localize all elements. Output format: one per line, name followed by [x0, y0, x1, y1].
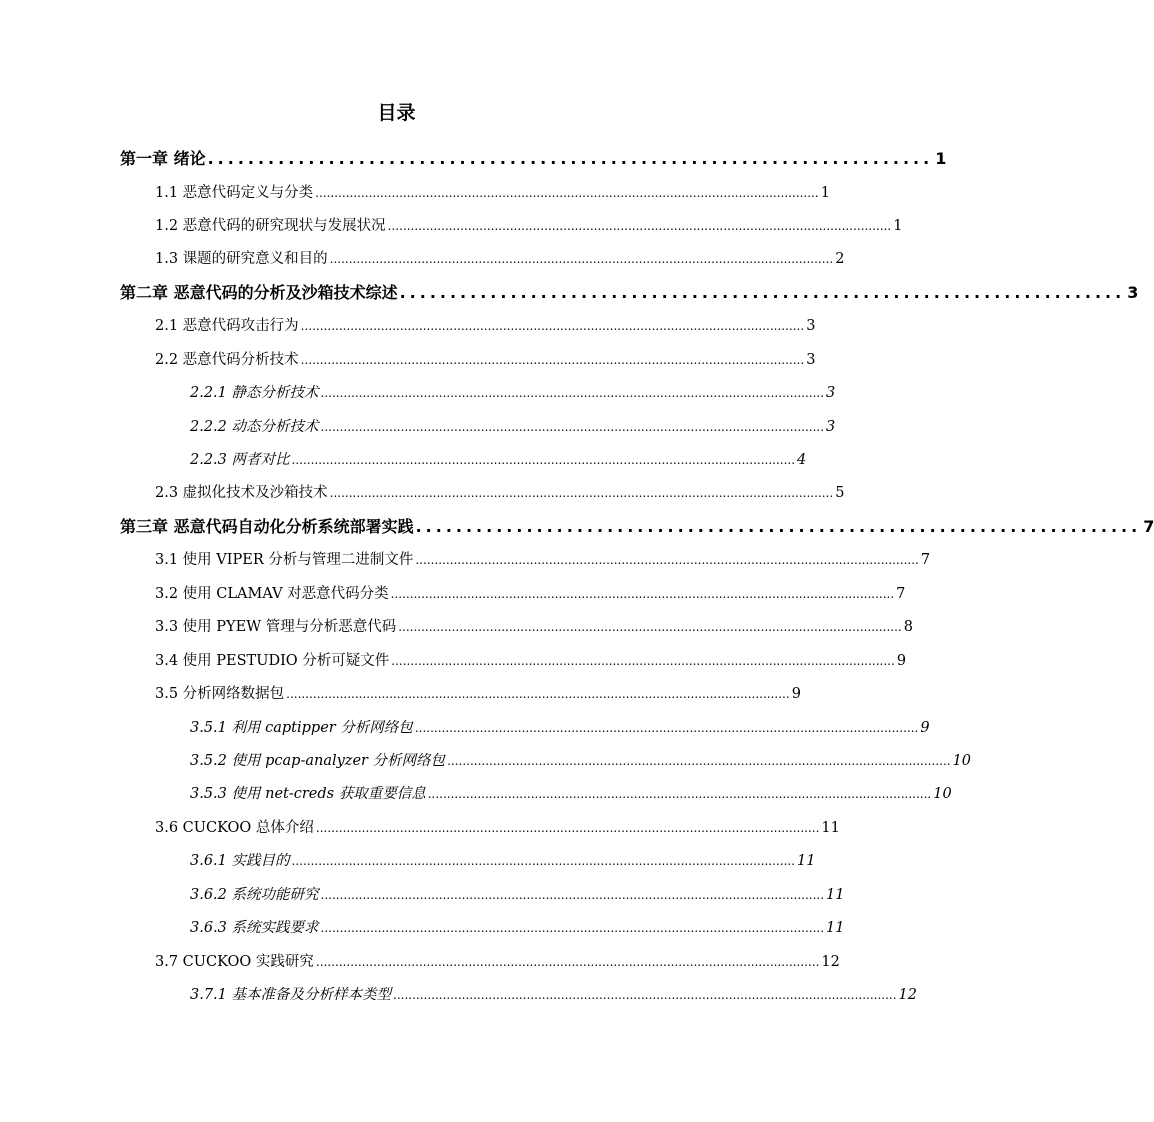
- leader-dots: ....................................................................................................................................: [315, 955, 820, 969]
- toc-entry-label: 2.3 虚拟化技术及沙箱技术: [155, 485, 328, 501]
- toc-entry-page: 11: [821, 820, 840, 836]
- toc-entry-label: 2.2 恶意代码分析技术: [155, 352, 299, 368]
- toc-entry-3-5-1[interactable]: [190, 717, 930, 739]
- toc-entry-3-3[interactable]: [155, 616, 913, 638]
- toc-entry-label: 2.1 恶意代码攻击行为: [155, 318, 299, 334]
- leader-dots: ........................................................................: [415, 517, 1142, 536]
- toc-entry-2-2-3[interactable]: [190, 449, 807, 471]
- toc-entry-page: 7: [920, 552, 931, 568]
- toc-entry-label: 1.1 恶意代码定义与分类: [155, 185, 314, 201]
- leader-dots: ....................................................................................................................................: [286, 687, 790, 701]
- toc-entry-label: 3.2 使用 CLAMAV 对恶意代码分类: [155, 586, 389, 602]
- toc-entry-3-2[interactable]: [155, 583, 906, 605]
- toc-entry-label: 3.6.2 系统功能研究: [190, 887, 319, 903]
- toc-entry-page: 1: [820, 185, 830, 201]
- leader-dots: ........................................................................: [399, 283, 1126, 302]
- leader-dots: ....................................................................................................................................: [320, 420, 825, 434]
- toc-entry-1-3[interactable]: [155, 248, 845, 270]
- toc-entry-label: 3.6.1 实践目的: [190, 853, 290, 869]
- toc-entry-label: 1.2 恶意代码的研究现状与发展状况: [155, 218, 386, 234]
- toc-entry-page: 9: [920, 720, 930, 736]
- toc-entry-3-5[interactable]: [155, 683, 801, 705]
- leader-dots: ....................................................................................................................................: [415, 553, 919, 567]
- toc-entry-3-7[interactable]: [155, 951, 840, 973]
- page-title: 目录: [377, 102, 416, 124]
- toc-entry-2-1[interactable]: [155, 315, 816, 337]
- toc-entry-2-2-2[interactable]: [190, 416, 836, 438]
- leader-dots: ....................................................................................................................................: [329, 252, 834, 266]
- leader-dots: ....................................................................................................................................: [447, 754, 951, 768]
- toc-entry-3-1[interactable]: [155, 549, 931, 571]
- toc-entry-label: 3.5.2 使用 pcap-analyzer 分析网络包: [190, 753, 446, 769]
- leader-dots: ....................................................................................................................................: [291, 453, 796, 467]
- toc-entry-3-6[interactable]: [155, 817, 840, 839]
- toc-entry-label: 3.6 CUCKOO 总体介绍: [155, 820, 314, 836]
- toc-entry-page: 3: [1127, 283, 1139, 302]
- toc-entry-page: 7: [1143, 517, 1154, 536]
- toc-entry-2-3[interactable]: [155, 482, 845, 504]
- toc-entry-page: 1: [935, 149, 947, 168]
- toc-entry-page: 3: [806, 318, 816, 334]
- toc-entry-3-5-3[interactable]: [190, 783, 952, 805]
- toc-entry-page: 5: [835, 485, 845, 501]
- toc-entry-page: 9: [791, 686, 801, 702]
- toc-entry-label: 第一章 绪论: [120, 149, 206, 168]
- toc-entry-label: 2.2.2 动态分析技术: [190, 419, 319, 435]
- toc-entry-3-5-2[interactable]: [190, 750, 972, 772]
- toc-entry-chapter-2[interactable]: [120, 282, 1139, 304]
- toc-entry-page: 7: [896, 586, 906, 602]
- leader-dots: ....................................................................................................................................: [291, 854, 796, 868]
- toc-entry-label: 3.5.3 使用 net-creds 获取重要信息: [190, 786, 426, 802]
- leader-dots: ....................................................................................................................................: [315, 186, 819, 200]
- toc-entry-3-6-1[interactable]: [190, 850, 816, 872]
- leader-dots: ....................................................................................................................................: [300, 353, 805, 367]
- leader-dots: ....................................................................................................................................: [315, 821, 820, 835]
- toc-entry-3-6-2[interactable]: [190, 884, 845, 906]
- toc-entry-page: 9: [896, 653, 907, 669]
- leader-dots: ....................................................................................................................................: [398, 620, 902, 634]
- toc-entry-page: 4: [797, 452, 807, 468]
- toc-entry-page: 11: [826, 920, 845, 936]
- toc-entry-page: 3: [826, 385, 836, 401]
- toc-entry-label: 3.7 CUCKOO 实践研究: [155, 954, 314, 970]
- toc-entry-chapter-1[interactable]: [120, 148, 947, 170]
- toc-entry-label: 3.4 使用 PESTUDIO 分析可疑文件: [155, 653, 390, 669]
- leader-dots: ....................................................................................................................................: [414, 721, 919, 735]
- toc-entry-2-2[interactable]: [155, 349, 816, 371]
- toc-entry-label: 第三章 恶意代码自动化分析系统部署实践: [120, 517, 414, 536]
- toc-entry-page: 11: [826, 887, 845, 903]
- toc-entry-1-2[interactable]: [155, 215, 903, 237]
- toc-entry-label: 3.6.3 系统实践要求: [190, 920, 319, 936]
- toc-entry-label: 3.1 使用 VIPER 分析与管理二进制文件: [155, 552, 414, 568]
- toc-entry-3-6-3[interactable]: [190, 917, 845, 939]
- toc-entry-page: 1: [893, 218, 903, 234]
- leader-dots: ....................................................................................................................................: [387, 219, 892, 233]
- toc-entry-label: 第二章 恶意代码的分析及沙箱技术综述: [120, 283, 398, 302]
- leader-dots: ....................................................................................................................................: [427, 787, 932, 801]
- toc-entry-page: 12: [821, 954, 840, 970]
- toc-entry-page: 3: [826, 419, 836, 435]
- leader-dots: ....................................................................................................................................: [320, 386, 825, 400]
- leader-dots: ....................................................................................................................................: [390, 587, 895, 601]
- leader-dots: ....................................................................................................................................: [300, 319, 805, 333]
- toc-entry-label: 3.7.1 基本准备及分析样本类型: [190, 987, 392, 1003]
- toc-entry-label: 2.2.1 静态分析技术: [190, 385, 319, 401]
- toc-entry-page: 12: [898, 987, 917, 1003]
- toc-entry-page: 11: [797, 853, 816, 869]
- leader-dots: ....................................................................................................................................: [320, 921, 825, 935]
- toc-entry-1-1[interactable]: [155, 182, 830, 204]
- leader-dots: ....................................................................................................................................: [320, 888, 825, 902]
- leader-dots: ....................................................................................................................................: [391, 654, 895, 668]
- toc-entry-label: 3.5 分析网络数据包: [155, 686, 285, 702]
- toc-entry-label: 2.2.3 两者对比: [190, 452, 290, 468]
- toc-entry-3-4[interactable]: [155, 650, 907, 672]
- toc-entry-2-2-1[interactable]: [190, 382, 836, 404]
- leader-dots: ....................................................................................................................................: [393, 988, 897, 1002]
- leader-dots: ....................................................................................................................................: [329, 486, 834, 500]
- toc-entry-label: 3.3 使用 PYEW 管理与分析恶意代码: [155, 619, 397, 635]
- toc-entry-page: 2: [835, 251, 845, 267]
- toc-entry-page: 10: [933, 786, 952, 802]
- toc-entry-label: 1.3 课题的研究意义和目的: [155, 251, 328, 267]
- toc-entry-page: 3: [806, 352, 816, 368]
- toc-entry-label: 3.5.1 利用 captipper 分析网络包: [190, 720, 413, 736]
- toc-entry-page: 8: [903, 619, 913, 635]
- leader-dots: ........................................................................: [207, 149, 934, 168]
- toc-entry-3-7-1[interactable]: [190, 984, 917, 1006]
- toc-entry-chapter-3[interactable]: [120, 516, 1154, 538]
- toc-entry-page: 10: [952, 753, 972, 769]
